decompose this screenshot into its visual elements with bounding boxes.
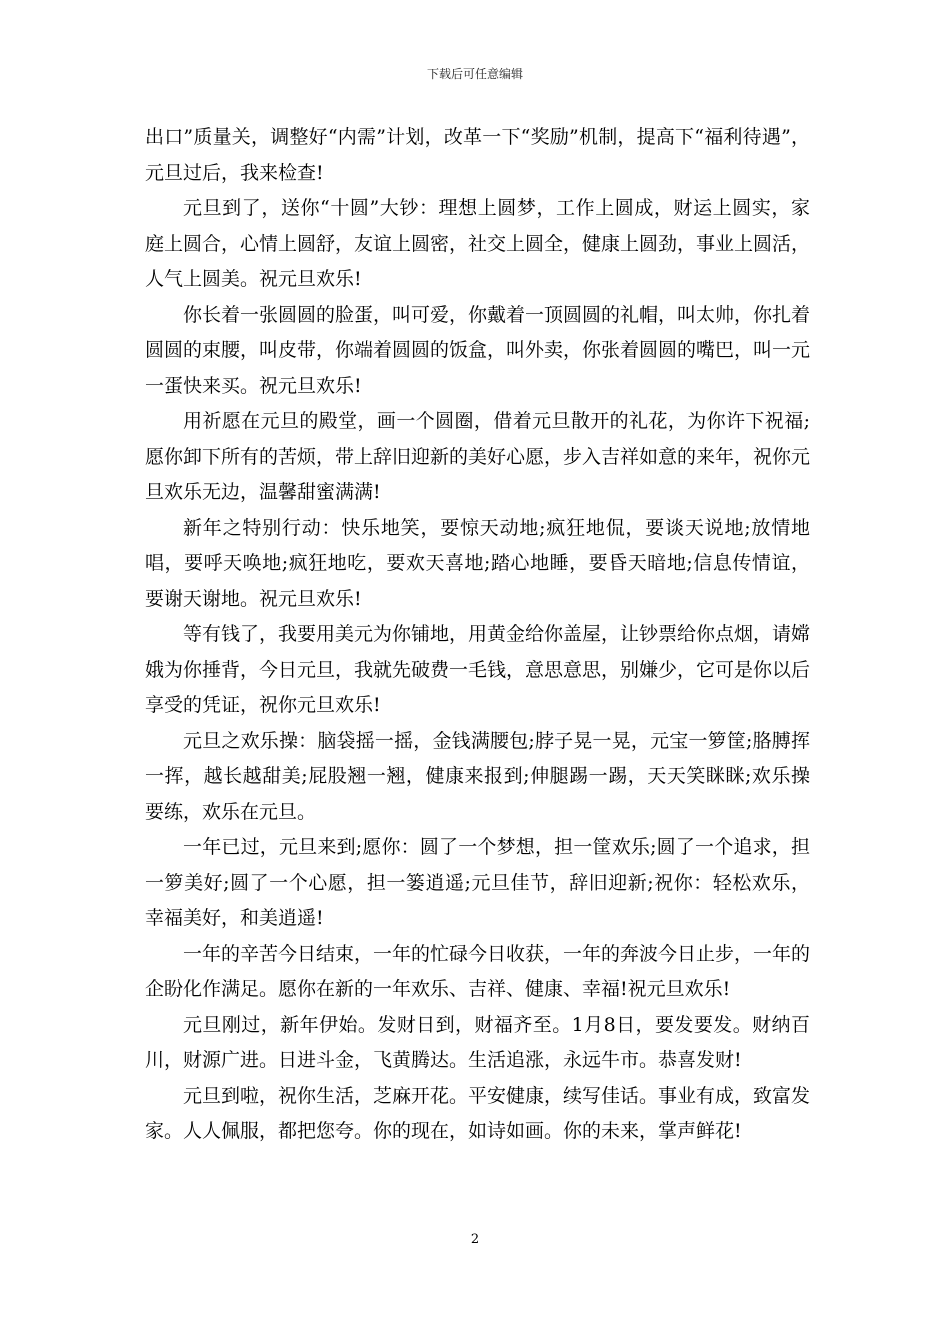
paragraph-9: 一年的辛苦今日结束，一年的忙碌今日收获，一年的奔波今日止步，一年的企盼化作满足。愿你在新的一年欢乐、吉祥、健康、幸福!祝元旦欢乐! [145,942,811,1000]
paragraph-6: 等有钱了，我要用美元为你铺地，用黄金给你盖屋，让钞票给你点烟，请嫦娥为你捶背，今日元旦，我就先破费一毛钱，意思意思，别嫌少，它可是你以后享受的凭证，祝你元旦欢乐! [145,623,811,716]
paragraph-4: 用祈愿在元旦的殿堂，画一个圆圈，借着元旦散开的礼花，为你许下祝福;愿你卸下所有的苦烦，带上辞旧迎新的美好心愿，步入吉祥如意的来年，祝你元旦欢乐无边，温馨甜蜜满满! [145,410,811,503]
page-header: 下载后可任意编辑 [426,67,523,81]
paragraph-2: 元旦到了，送你“十圆”大钞：理想上圆梦，工作上圆成，财运上圆实，家庭上圆合，心情上圆舒，友谊上圆密，社交上圆全，健康上圆劲，事业上圆活，人气上圆美。祝元旦欢乐! [145,197,811,290]
paragraph-11: 元旦到啦，祝你生活，芝麻开花。平安健康，续写佳话。事业有成，致富发家。人人佩服，都把您夸。你的现在，如诗如画。你的未来，掌声鲜花! [145,1084,811,1142]
paragraph-7: 元旦之欢乐操：脑袋摇一摇，金钱满腰包;脖子晃一晃，元宝一箩筐;胳膊挥一挥，越长越甜美;屁股翘一翘，健康来报到;伸腿踢一踢，天天笑眯眯;欢乐操要练，欢乐在元旦。 [145,729,810,823]
paragraph-5: 新年之特别行动：快乐地笑，要惊天动地;疯狂地侃，要谈天说地;放情地唱，要呼天唤地;疯狂地吃，要欢天喜地;踏心地睡，要昏天暗地;信息传情谊，要谢天谢地。祝元旦欢乐! [145,516,810,610]
page-number: 2 [470,1232,480,1247]
paragraph-8: 一年已过，元旦来到;愿你：圆了一个梦想，担一筐欢乐;圆了一个追求，担一箩美好;圆了一个心愿，担一篓逍遥;元旦佳节，辞旧迎新;祝你：轻松欢乐，幸福美好，和美逍遥! [145,836,810,929]
document-body [145,120,810,1150]
paragraph-10: 元旦刚过，新年伊始。发财日到，财福齐至。1月8日，要发要发。财纳百川，财源广进。日进斗金，飞黄腾达。生活追涨，永远牛市。恭喜发财! [145,1013,810,1071]
paragraph-1: 出口”质量关，调整好“内需”计划，改革一下“奖励”机制，提高下“福利待遇”，元旦过后，我来检查! [145,126,810,184]
paragraph-3: 你长着一张圆圆的脸蛋，叫可爱，你戴着一顶圆圆的礼帽，叫太帅，你扎着圆圆的束腰，叫皮带，你端着圆圆的饭盒，叫外卖，你张着圆圆的嘴巴，叫一元一蛋快来买。祝元旦欢乐! [145,303,811,397]
